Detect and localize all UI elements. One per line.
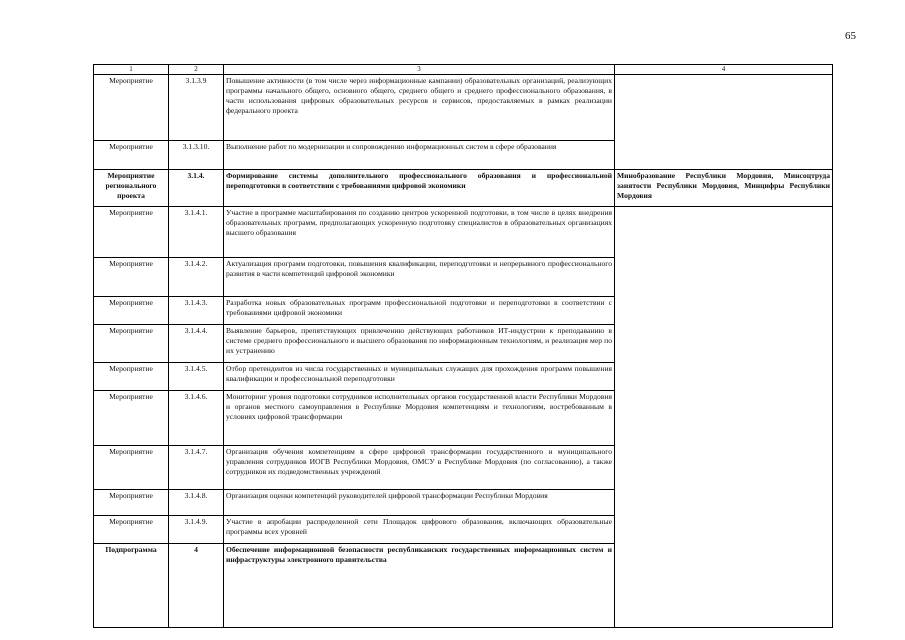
header-col-1: 1 <box>94 65 169 75</box>
row-kind: Мероприятие <box>94 490 169 516</box>
row-number: 3.1.3.9 <box>169 75 224 141</box>
row-kind: Подпрограмма <box>94 544 169 628</box>
row-kind: Мероприятие <box>94 363 169 391</box>
row-number: 3.1.4.4. <box>169 325 224 363</box>
row-number: 3.1.3.10. <box>169 141 224 170</box>
row-kind: Мероприятие <box>94 325 169 363</box>
header-col-2: 2 <box>169 65 224 75</box>
row-number: 3.1.4.5. <box>169 363 224 391</box>
row-kind: Мероприятие <box>94 258 169 297</box>
row-number: 3.1.4. <box>169 170 224 207</box>
program-table <box>93 64 833 628</box>
row-description: Выполнение работ по модернизации и сопровождению информационных систем в сфере образования <box>224 141 615 170</box>
header-col-3: 3 <box>224 65 615 75</box>
row-description: Участие в апробации распределенной сети Площадок цифрового образования, включающих образовательные программы всех уровней <box>224 516 615 544</box>
row-kind: Мероприятие <box>94 446 169 490</box>
row-kind: Мероприятие <box>94 391 169 446</box>
table-row <box>94 207 833 258</box>
row-number: 3.1.4.9. <box>169 516 224 544</box>
row-number: 3.1.4.2. <box>169 258 224 297</box>
row-description: Выявление барьеров, препятствующих привлечению действующих работников ИТ-индустрии к преподаванию в системе среднего профессионального и высшего образования по информационным технологиям, и реализация мер по их устранению <box>224 325 615 363</box>
row-kind: Мероприятие регионального проекта <box>94 170 169 207</box>
row-number: 3.1.4.1. <box>169 207 224 258</box>
row-responsible: Минобразование Республики Мордовия, Минсоцтруда занятости Республики Мордовия, Минцифры Республики Мордовия <box>615 170 833 207</box>
row-number: 3.1.4.7. <box>169 446 224 490</box>
row-description: Отбор претендентов из числа государственных и муниципальных служащих для прохождения программ повышения квалификации и профессиональной переподготовки <box>224 363 615 391</box>
row-kind: Мероприятие <box>94 207 169 258</box>
row-number: 3.1.4.6. <box>169 391 224 446</box>
row-description: Обеспечение информационной безопасности республиканских государственных информационных систем и инфраструктуры электронного правительства <box>224 544 615 628</box>
row-description: Актуализация программ подготовки, повышения квалификации, переподготовки и непрерывного профессионального развития в части компетенций цифровой экономики <box>224 258 615 297</box>
table-row <box>94 75 833 141</box>
header-row <box>94 65 833 75</box>
row-description: Организация оценки компетенций руководителей цифровой трансформации Республики Мордовия <box>224 490 615 516</box>
row-description: Разработка новых образовательных программ профессиональной подготовки и переподготовки в соответствии с требованиями цифровой экономики <box>224 297 615 325</box>
page-number: 65 <box>845 30 856 42</box>
row-kind: Мероприятие <box>94 516 169 544</box>
row-description: Мониторинг уровня подготовки сотрудников исполнительных органов государственной власти Республики Мордовия и органов местного самоуправления в Республике Мордовия компетенциям и технологиям, востребованным в условиях цифровой трансформации <box>224 391 615 446</box>
row-responsible-empty <box>615 75 833 170</box>
row-description: Организация обучения компетенциям в сфере цифровой трансформации государственного и муниципального управления сотрудников ИОГВ Республики Мордовия, ОМСУ в Республике Мордовия (по согласованию), а также сотрудников их подведомственных учреждений <box>224 446 615 490</box>
row-responsible-empty <box>615 207 833 628</box>
table-row-regional-project <box>94 170 833 207</box>
row-description: Формирование системы дополнительного профессионального образования и профессиональной переподготовки в соответствии с требованиями цифровой экономики <box>224 170 615 207</box>
row-number: 3.1.4.3. <box>169 297 224 325</box>
row-number: 3.1.4.8. <box>169 490 224 516</box>
row-kind: Мероприятие <box>94 141 169 170</box>
row-description: Повышение активности (в том числе через информационные кампании) образовательных организаций, реализующих программы начального общего, основного общего, среднего общего и среднего профессионального образования, в части использования цифровых образовательных ресурсов и сервисов, предоставляемых в рамках реализации федерального проекта <box>224 75 615 141</box>
row-kind: Мероприятие <box>94 75 169 141</box>
header-col-4: 4 <box>615 65 833 75</box>
row-number: 4 <box>169 544 224 628</box>
row-description: Участие в программе масштабирования по созданию центров ускоренной подготовки, в том числе в целях внедрения образовательных программ, предполагающих ускоренную подготовку специалистов в образовательных организациях высшего образования <box>224 207 615 258</box>
row-kind: Мероприятие <box>94 297 169 325</box>
